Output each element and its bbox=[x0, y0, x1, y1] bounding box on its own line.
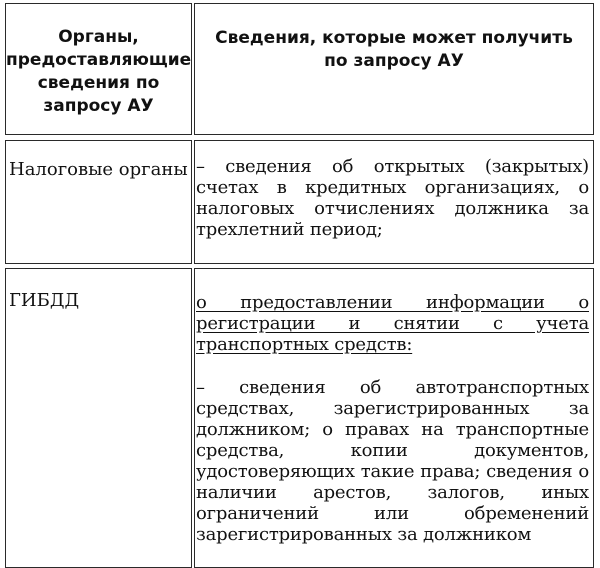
row-gibdd-information-cell bbox=[194, 268, 594, 568]
row-tax-information-cell bbox=[194, 140, 594, 264]
row-tax-authority-cell bbox=[5, 140, 192, 264]
row-gibdd-information-text: – сведения об автотранспортных средствах, зарегистрированных за должником; о правах на транспортные средства, копии документов, удостоверяющих такие права; сведения о наличии арестов, залогов, иных ограничений или обременений зарегистрированных за должником bbox=[196, 377, 589, 545]
header-authority-label: Органы, предоставляющие сведения по запросу АУ bbox=[6, 27, 192, 116]
row-tax-information-text: – сведения об открытых (закрытых) счетах в кредитных организациях, о налоговых отчислениях должника за трехлетний период; bbox=[196, 156, 589, 240]
row-gibdd-authority-label: ГИБДД bbox=[9, 290, 80, 311]
header-cell-information bbox=[194, 3, 594, 135]
row-tax-authority-label: Налоговые органы bbox=[9, 159, 188, 180]
row-gibdd-authority-cell bbox=[5, 268, 192, 568]
header-information-label: Сведения, которые может получить по запросу АУ bbox=[215, 28, 573, 71]
header-cell-authority bbox=[5, 3, 192, 135]
row-gibdd-request-heading: о предоставлении информации о регистрации и снятии с учета транспортных средств: bbox=[196, 292, 589, 355]
